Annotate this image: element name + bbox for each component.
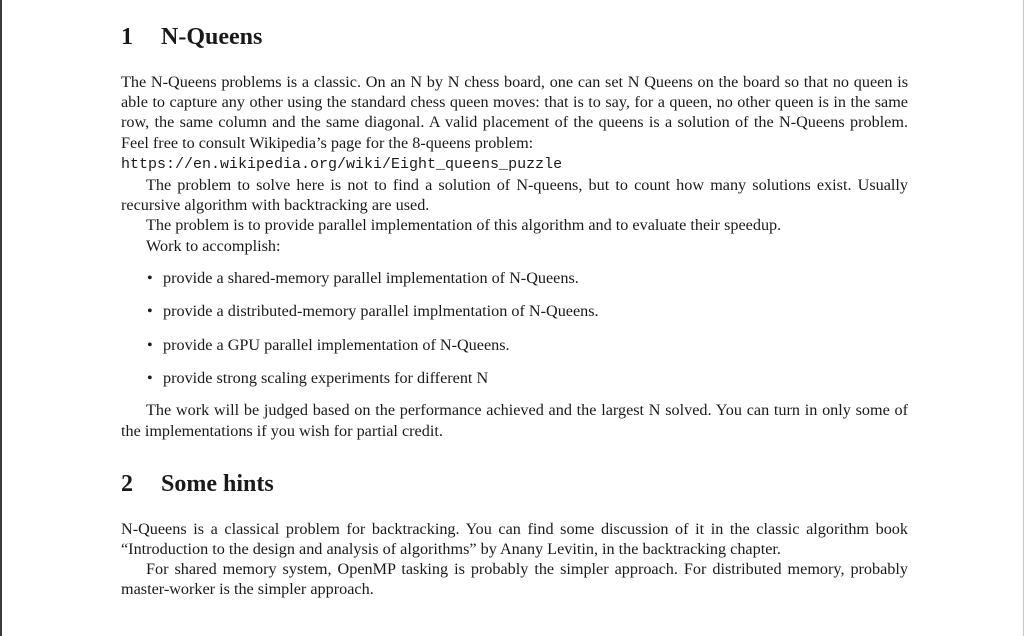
list-item <box>121 268 908 288</box>
section-number: 2 <box>121 470 133 497</box>
section-number: 1 <box>121 24 133 50</box>
section-title: Some hints <box>161 470 274 497</box>
problem-paragraph: The problem to solve here is not to find a solution of N-queens, but to count how many solutions exist. Usually recursive algorithm with backtracking are used. <box>121 176 908 215</box>
judging-paragraph: The work will be judged based on the performance achieved and the largest N solved. You can turn in only some of the implementations if you wish for partial credit. <box>121 401 908 440</box>
bullet-icon: • <box>147 335 153 354</box>
left-border <box>0 0 2 636</box>
work-heading-paragraph: Work to accomplish: <box>146 236 281 255</box>
section-heading-n-queens <box>121 22 908 52</box>
list-item-text: provide a GPU parallel implementation of N-Queens. <box>163 335 510 354</box>
parallel-paragraph: The problem is to provide parallel implementation of this algorithm and to evaluate their speedup. <box>146 216 782 235</box>
approach-paragraph: For shared memory system, OpenMP tasking is probably the simpler approach. For distributed memory, probably master-worker is the simpler approach. <box>121 560 908 599</box>
wikipedia-url[interactable]: https://en.wikipedia.org/wiki/Eight_queens_puzzle <box>121 155 563 173</box>
bullet-icon: • <box>147 369 153 388</box>
bullet-icon: • <box>147 268 153 287</box>
document-content <box>121 14 908 600</box>
list-item <box>121 368 908 388</box>
section-title: N-Queens <box>161 24 263 50</box>
task-list <box>121 268 908 389</box>
list-item-text: provide a shared-memory parallel implementation of N-Queens. <box>163 268 579 287</box>
bullet-icon: • <box>147 302 153 321</box>
intro-paragraph <box>121 72 908 175</box>
section-heading-some-hints <box>121 469 908 499</box>
hints-paragraph: N-Queens is a classical problem for backtracking. You can find some discussion of it in the classic algorithm book “Introduction to the design and analysis of algorithms” by Anany Levitin, in the backtracking chapter. <box>121 519 908 558</box>
intro-text: The N-Queens problems is a classic. On an N by N chess board, one can set N Queens on the board so that no queen is able to capture any other using the standard chess queen moves: that is to say, for a queen, no other queen is in the same row, the same column and the same diagonal. A valid placement of the queens is a solution of the N-Queens problem. Feel free to consult Wikipedia’s page for the 8-queens problem: <box>121 73 908 152</box>
list-item <box>121 301 908 321</box>
list-item-text: provide a distributed-memory parallel implmentation of N-Queens. <box>163 302 599 321</box>
list-item-text: provide strong scaling experiments for different N <box>163 369 489 388</box>
list-item <box>121 335 908 355</box>
